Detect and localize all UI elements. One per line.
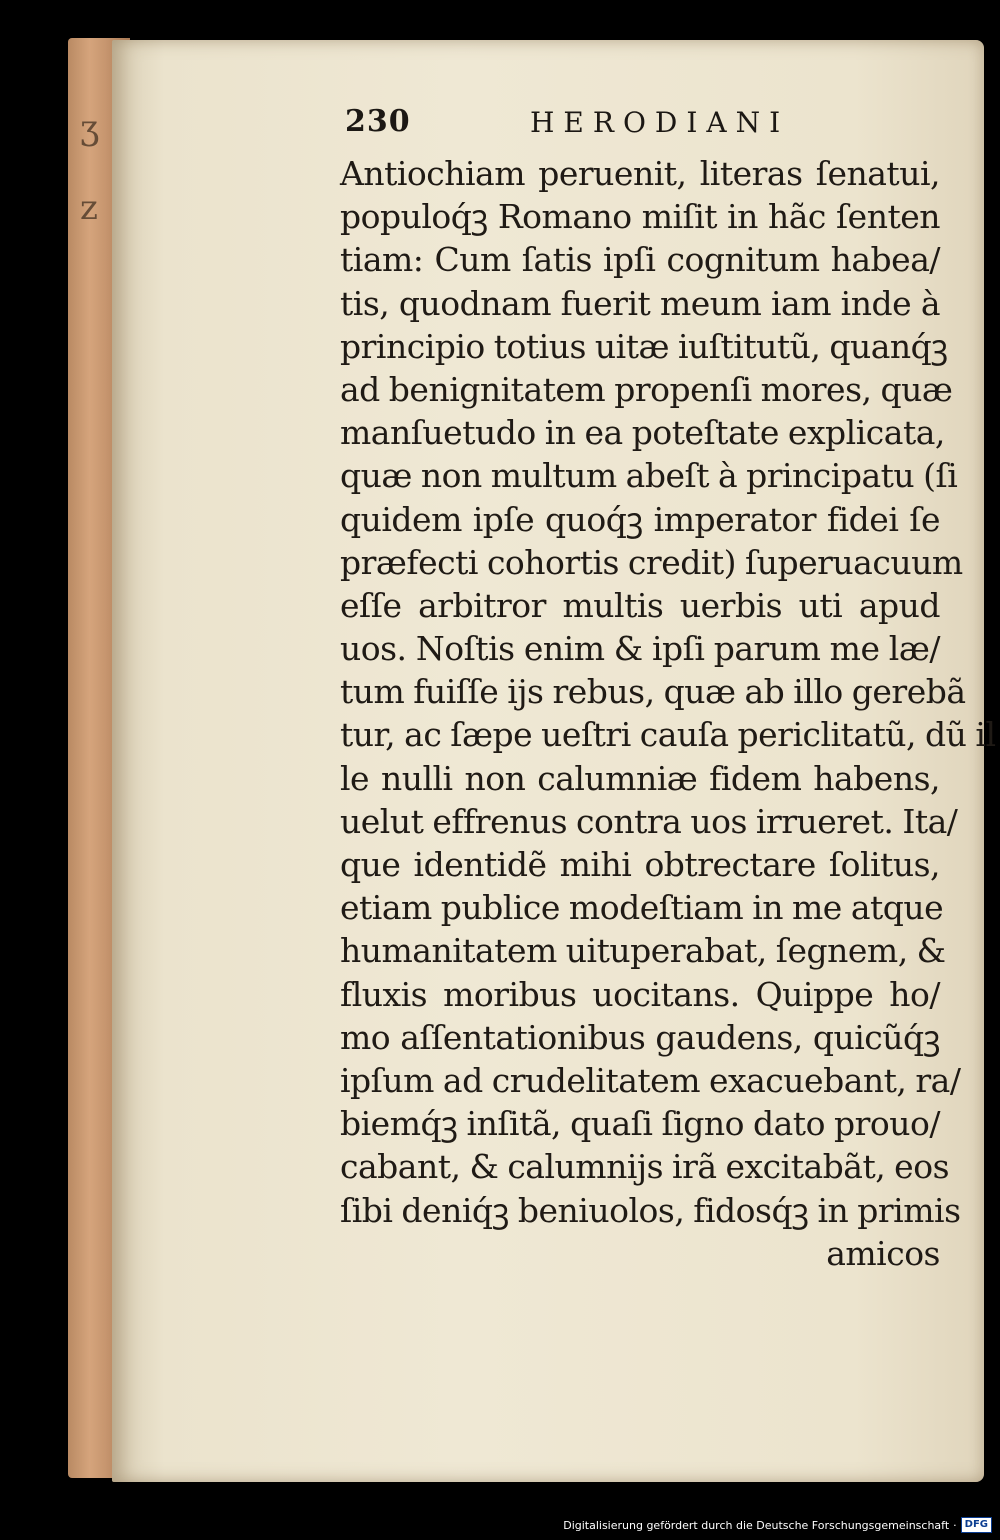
- text-line: manſuetudo in ea poteſtate explicata,: [340, 413, 945, 453]
- text-line: biemq́ꝫ inſitã, quaſi ſigno dato prouo/: [340, 1104, 940, 1144]
- running-title: HERODIANI: [530, 106, 790, 139]
- text-line: tis, quodnam fuerit meum iam inde à: [340, 283, 940, 323]
- text-line: populoq́ꝫ Romano miſit in hãc ſenten: [340, 197, 940, 237]
- text-line: principio totius uitæ iuſtitutũ, quanq́ꝫ: [340, 326, 948, 366]
- footer-separator: ·: [953, 1518, 957, 1532]
- text-line: que identidẽ mihi obtrectare ſolitus,: [340, 845, 940, 884]
- text-line: le nulli non calumniæ fidem habens,: [340, 758, 940, 798]
- text-block: [340, 152, 996, 1275]
- text-line: Antiochiam peruenit, literas ſenatui,: [340, 154, 940, 193]
- text-line: uelut effrenus contra uos irrueret. Ita/: [340, 801, 958, 841]
- text-line: etiam publice modeſtiam in me atque: [340, 888, 944, 928]
- catchword: amicos: [826, 1233, 940, 1273]
- text-line: tiam: Cum ſatis ipſi cognitum habea/: [340, 240, 940, 280]
- text-line: præfecti cohortis credit) ſuperuacuum: [340, 542, 963, 582]
- text-line: tum fuiſſe ijs rebus, quæ ab illo gerebã: [340, 672, 966, 712]
- dfg-logo-icon: DFG: [961, 1517, 992, 1533]
- funding-notice: Digitalisierung gefördert durch die Deutsche Forschungsgemeinschaft: [563, 1518, 950, 1532]
- text-line: uos. Noſtis enim & ipſi parum me læ/: [340, 629, 940, 669]
- text-line: eſſe arbitror multis uerbis uti apud: [340, 585, 940, 625]
- page-number: 230: [345, 104, 411, 139]
- edge-ink-mark: z: [80, 188, 98, 228]
- text-line: ipſum ad crudelitatem exacuebant, ra/: [340, 1060, 961, 1100]
- text-line: humanitatem uituperabat, ſegnem, &: [340, 931, 946, 971]
- text-line: fluxis moribus uocitans. Quippe ho/: [340, 974, 940, 1014]
- text-line: tur, ac ſæpe ueſtri cauſa periclitatũ, dũ il: [340, 715, 996, 755]
- digitization-footer: [563, 1514, 992, 1536]
- text-line: ad benignitatem propenſi mores, quæ: [340, 369, 953, 409]
- text-line: quidem ipſe quoq́ꝫ imperator fidei ſe: [340, 499, 940, 539]
- text-line: ſibi deniq́ꝫ beniuolos, fidosq́ꝫ in primis: [340, 1190, 961, 1230]
- text-line: mo aſſentationibus gaudens, quicũq́ꝫ: [340, 1017, 940, 1057]
- text-line: cabant, & calumnijs irã excitabãt, eos: [340, 1147, 950, 1187]
- text-line: quæ non multum abeſt à principatu (ſi: [340, 456, 958, 496]
- running-head: [345, 104, 815, 144]
- edge-ink-mark: ʒ: [80, 108, 100, 148]
